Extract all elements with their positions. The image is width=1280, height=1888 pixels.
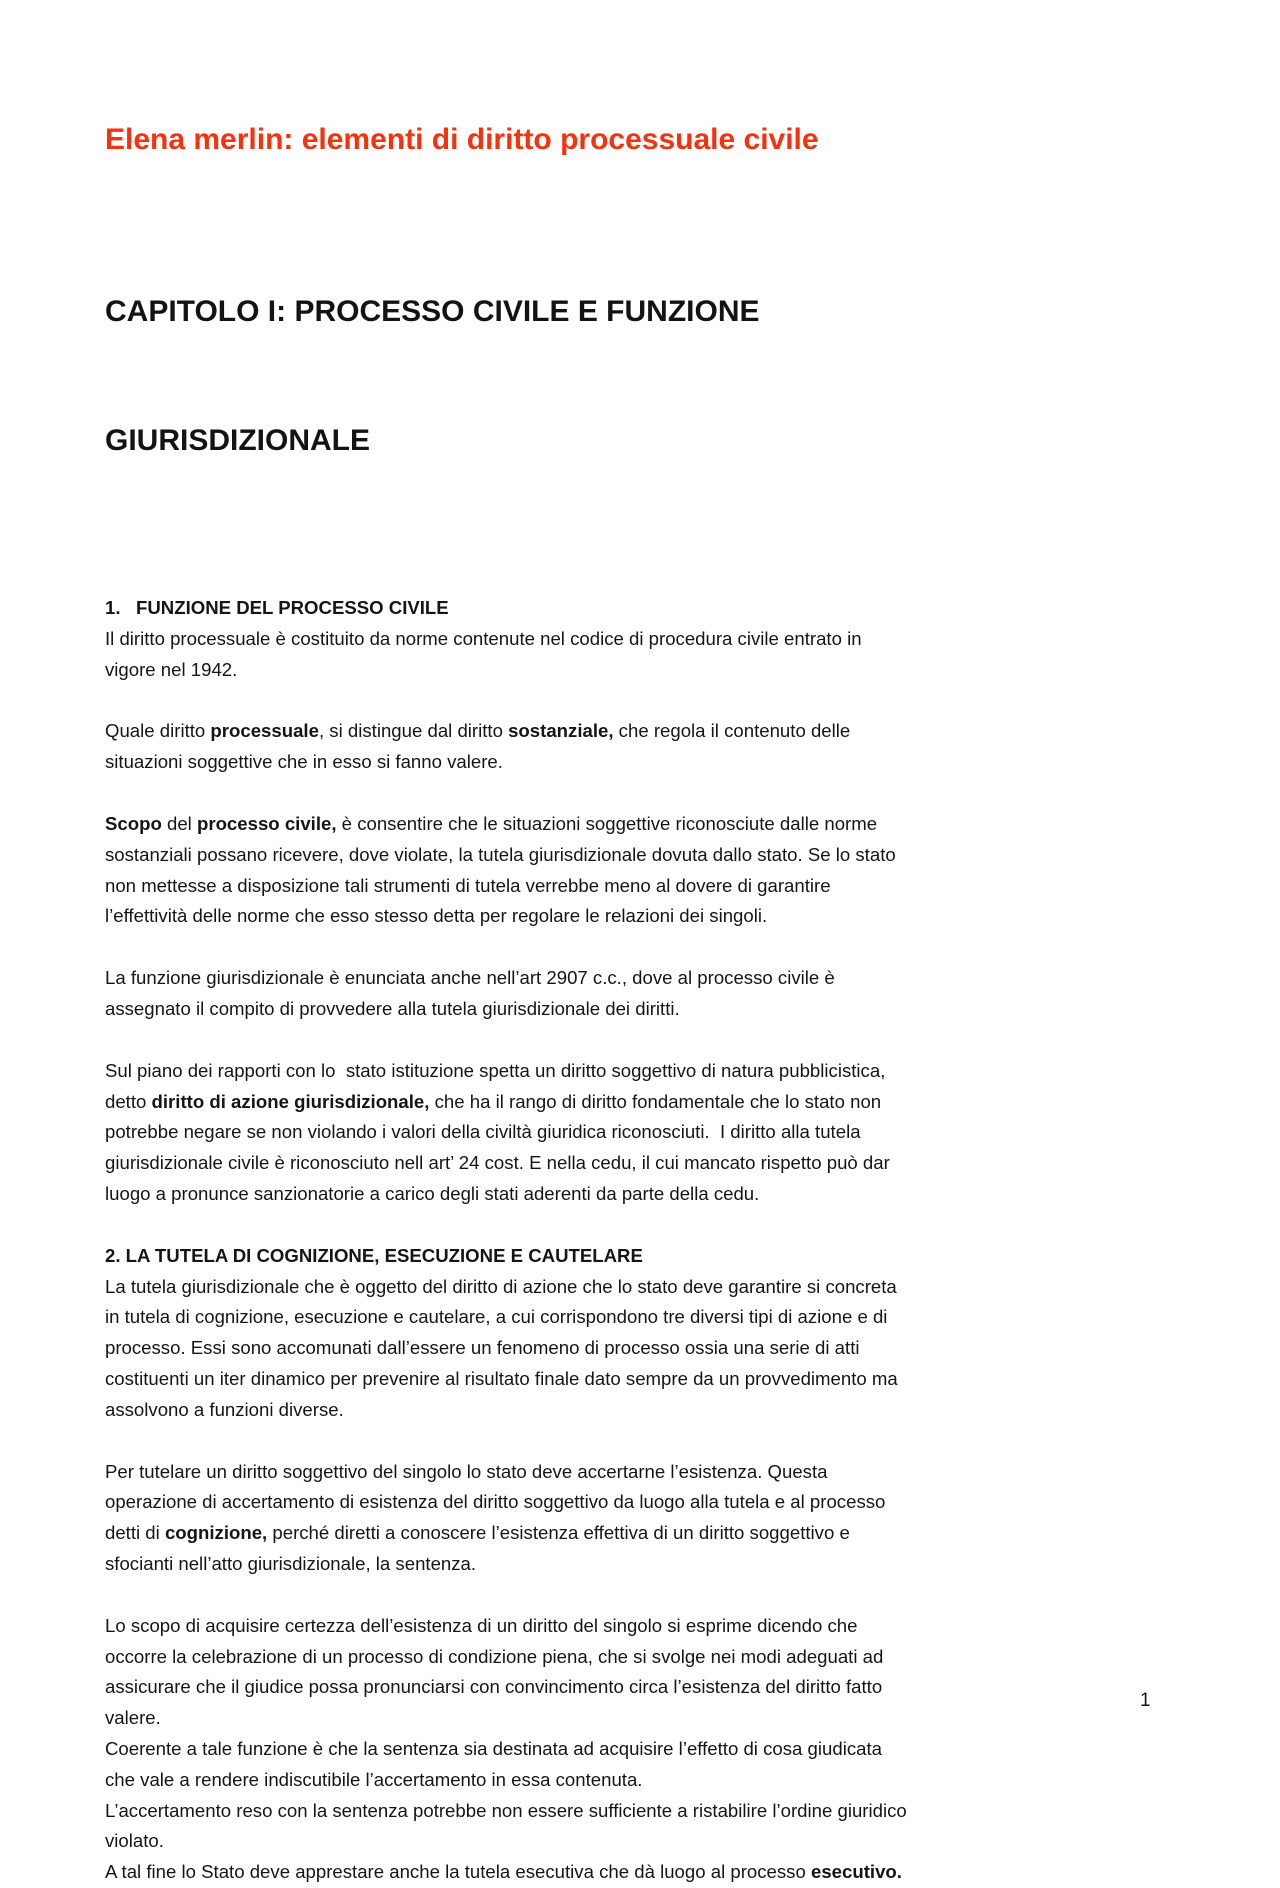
text-run: che vale a rendere indiscutibile l’accertamento in essa contenuta. bbox=[105, 1768, 643, 1790]
text-line bbox=[105, 1087, 1185, 1118]
bold-text-run: cognizione, bbox=[164, 1522, 268, 1544]
text-line bbox=[105, 1672, 1185, 1703]
bold-text-run: processo civile, bbox=[196, 812, 337, 834]
text-run: processo. Essi sono accomunati dall’essere un fenomeno di processo ossia una serie di atti bbox=[105, 1337, 860, 1359]
text-run: detti di bbox=[105, 1522, 165, 1544]
text-run: L’accertamento reso con la sentenza potrebbe non essere sufficiente a ristabilire l’ordine giuridico bbox=[105, 1799, 907, 1821]
text-run: vigore nel 1942. bbox=[105, 658, 238, 680]
text-run: sostanziali possano ricevere, dove violate, la tutela giurisdizionale dovuta dallo stato. Se lo stato bbox=[105, 843, 896, 865]
para-diritto-processuale-sostanziale bbox=[105, 716, 1185, 778]
para-tutela-cognizione bbox=[105, 1457, 1185, 1580]
text-run: valere. bbox=[105, 1707, 161, 1729]
text-run: Sul piano dei rapporti con lo stato istituzione spetta un diritto soggettivo di natura pubblicistica, bbox=[105, 1059, 886, 1081]
para-cosa-giudicata-esecutivo bbox=[105, 1611, 1185, 1888]
text-line bbox=[105, 1117, 1185, 1148]
text-line bbox=[105, 809, 1185, 840]
text-line bbox=[105, 1734, 1185, 1765]
bold-text-run: esecutivo. bbox=[811, 1861, 902, 1883]
text-line bbox=[105, 1148, 1185, 1179]
text-line bbox=[105, 994, 1185, 1025]
text-line bbox=[105, 624, 1185, 655]
chapter-heading-line-2: GIURISDIZIONALE bbox=[105, 424, 371, 457]
text-line bbox=[105, 716, 1185, 747]
text-run: Lo scopo di acquisire certezza dell’esistenza di un diritto del singolo si esprime dicendo che bbox=[105, 1614, 858, 1636]
text-line bbox=[105, 1549, 1185, 1580]
text-line bbox=[105, 1457, 1185, 1488]
document-title: Elena merlin: elementi di diritto processuale civile bbox=[105, 123, 819, 156]
text-line bbox=[105, 1703, 1185, 1734]
text-run: Per tutelare un diritto soggettivo del singolo lo stato deve accertarne l’esistenza. Questa bbox=[105, 1460, 828, 1482]
text-run: occorre la celebrazione di un processo di condizione piena, che si svolge nei modi adeguati ad bbox=[105, 1645, 884, 1667]
para-scopo-del-processo-civile bbox=[105, 809, 1185, 932]
text-run: La tutela giurisdizionale che è oggetto del diritto di azione che lo stato deve garantire si concreta bbox=[105, 1275, 897, 1297]
page-number: 1 bbox=[1140, 1690, 1151, 1711]
section-1-funzione-del-processo-civile bbox=[105, 593, 1185, 685]
text-run: che regola il contenuto delle bbox=[613, 720, 851, 742]
section-2-tutela-cognizione-esecuzione-cautelare bbox=[105, 1241, 1185, 1426]
text-run: operazione di accertamento di esistenza del diritto soggettivo da luogo alla tutela e al processo bbox=[105, 1491, 886, 1513]
text-line bbox=[105, 1395, 1185, 1426]
text-line bbox=[105, 1826, 1185, 1857]
para-diritto-di-azione-giurisdizionale bbox=[105, 1056, 1185, 1210]
text-line bbox=[105, 1333, 1185, 1364]
section-heading bbox=[105, 593, 1185, 624]
text-line bbox=[105, 1364, 1185, 1395]
text-line bbox=[105, 747, 1185, 778]
text-line bbox=[105, 871, 1185, 902]
text-run: detto bbox=[105, 1090, 152, 1112]
bold-text-run: diritto di azione giurisdizionale, bbox=[151, 1090, 430, 1112]
text-run: La funzione giurisdizionale è enunciata anche nell’art 2907 c.c., dove al processo civile è bbox=[105, 967, 835, 989]
text-line bbox=[105, 840, 1185, 871]
bold-text-run: processuale bbox=[210, 720, 319, 742]
text-line bbox=[105, 1857, 1185, 1888]
text-run: perché diretti a conoscere l’esistenza effettiva di un diritto soggettivo e bbox=[267, 1522, 850, 1544]
text-run: costituenti un iter dinamico per prevenire al risultato finale dato sempre da un provvedimento ma bbox=[105, 1367, 898, 1389]
text-run: che ha il rango di diritto fondamentale che lo stato non bbox=[429, 1090, 882, 1112]
text-run: sfocianti nell’atto giurisdizionale, la sentenza. bbox=[105, 1552, 477, 1574]
text-run: A tal fine lo Stato deve apprestare anche la tutela esecutiva che dà luogo al processo bbox=[105, 1861, 811, 1883]
text-line bbox=[105, 1642, 1185, 1673]
text-line bbox=[105, 1302, 1185, 1333]
text-run: Quale diritto bbox=[105, 720, 211, 742]
text-run: non mettesse a disposizione tali strumenti di tutela verrebbe meno al dovere di garantire bbox=[105, 874, 831, 896]
text-run: , si distingue dal diritto bbox=[318, 720, 509, 742]
text-line bbox=[105, 1518, 1185, 1549]
chapter-heading-line-1: CAPITOLO I: PROCESSO CIVILE E FUNZIONE bbox=[105, 295, 760, 328]
text-run: in tutela di cognizione, esecuzione e cautelare, a cui corrispondono tre diversi tipi di azione e di bbox=[105, 1306, 888, 1328]
document-sheet bbox=[105, 0, 1185, 1888]
bold-text-run: 2. LA TUTELA DI COGNIZIONE, ESECUZIONE E CAUTELARE bbox=[105, 1244, 643, 1266]
text-run: l’effettività delle norme che esso stesso detta per regolare le relazioni dei singoli. bbox=[105, 905, 768, 927]
text-run: è consentire che le situazioni soggettive riconosciute dalle norme bbox=[336, 812, 878, 834]
text-run: Il diritto processuale è costituito da norme contenute nel codice di procedura civile entrato in bbox=[105, 627, 862, 649]
bold-text-run: 1. FUNZIONE DEL PROCESSO CIVILE bbox=[105, 597, 449, 618]
text-run: assolvono a funzioni diverse. bbox=[105, 1398, 344, 1420]
para-funzione-giurisdizionale-art-2907 bbox=[105, 963, 1185, 1025]
text-line bbox=[105, 1272, 1185, 1303]
text-run: assegnato il compito di provvedere alla tutela giurisdizionale dei diritti. bbox=[105, 997, 680, 1019]
text-run: violato. bbox=[105, 1830, 164, 1852]
text-line bbox=[105, 655, 1185, 686]
text-line bbox=[105, 1487, 1185, 1518]
bold-text-run: Scopo bbox=[105, 812, 162, 834]
text-line bbox=[105, 1765, 1185, 1796]
bold-text-run: sostanziale, bbox=[508, 720, 614, 742]
text-line bbox=[105, 963, 1185, 994]
text-run: situazioni soggettive che in esso si fanno valere. bbox=[105, 751, 503, 773]
text-line bbox=[105, 1056, 1185, 1087]
document-body bbox=[105, 593, 1185, 1888]
text-run: assicurare che il giudice possa pronunciarsi con convincimento circa l’esistenza del diritto fatto bbox=[105, 1676, 883, 1698]
section-heading bbox=[105, 1241, 1185, 1272]
text-line bbox=[105, 1611, 1185, 1642]
text-run: giurisdizionale civile è riconosciuto nell art’ 24 cost. E nella cedu, il cui mancato rispetto può dar bbox=[105, 1152, 890, 1174]
chapter-heading bbox=[105, 204, 1185, 548]
text-run: del bbox=[161, 812, 197, 834]
text-run: luogo a pronunce sanzionatorie a carico degli stati aderenti da parte della cedu. bbox=[105, 1182, 760, 1204]
text-run: potrebbe negare se non violando i valori della civiltà giuridica riconosciuti. I diritto alla tutela bbox=[105, 1121, 861, 1143]
text-line bbox=[105, 901, 1185, 932]
text-line bbox=[105, 1179, 1185, 1210]
text-run: Coerente a tale funzione è che la sentenza sia destinata ad acquisire l’effetto di cosa giudicata bbox=[105, 1737, 882, 1759]
